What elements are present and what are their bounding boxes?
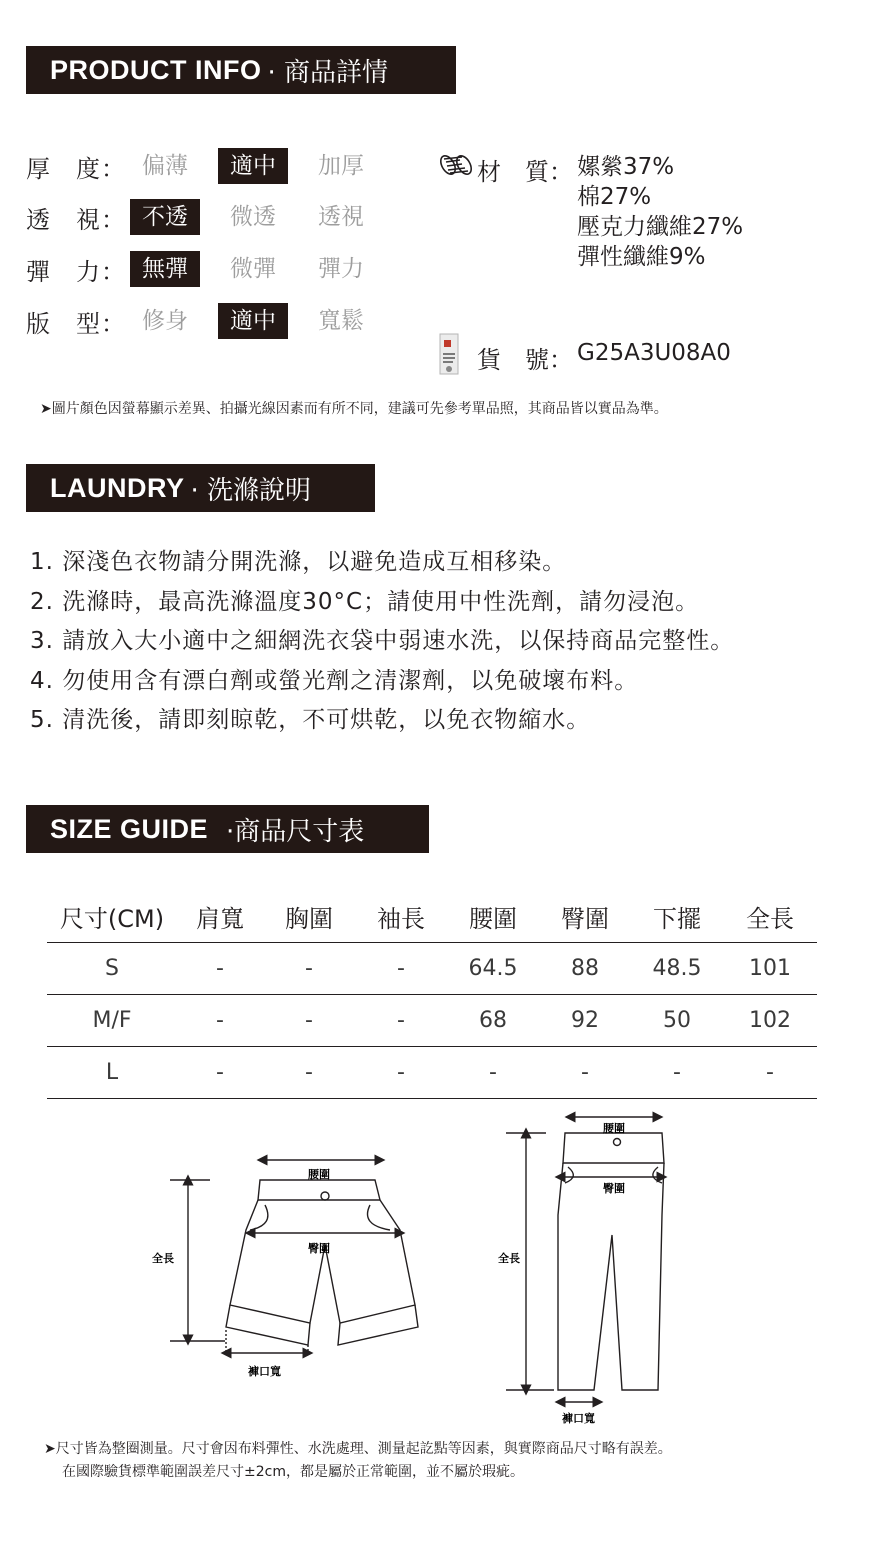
size-table-column-header: 腰圍 — [469, 904, 517, 933]
laundry-title-en: LAUNDRY — [50, 472, 185, 503]
pants-hip-label: 臀圍 — [603, 1182, 625, 1195]
size-table-cell: - — [397, 1060, 405, 1085]
size-note: ➤尺寸皆為整圈測量。尺寸會因布料彈性、水洗處理、測量起訖點等因素，與實際商品尺寸略有誤差。 — [44, 1441, 672, 1457]
pants-waist-label: 腰圍 — [603, 1122, 625, 1135]
product-info-title-zh: · 商品詳情 — [267, 57, 389, 88]
laundry-item: 2. 洗滌時，最高洗滌溫度30°C；請使用中性洗劑，請勿浸泡。 — [30, 589, 700, 615]
tag-icon — [437, 332, 461, 380]
size-table-cell: 88 — [571, 956, 599, 981]
attribute-label: 透 視： — [26, 205, 126, 234]
attribute-option: 加厚 — [318, 153, 364, 179]
item-no-value: G25A3U08A0 — [577, 340, 731, 366]
size-table-column-header: 袖長 — [377, 904, 425, 933]
size-table-cell: - — [216, 1008, 224, 1033]
size-table-cell: - — [489, 1060, 497, 1085]
laundry-item: 3. 請放入大小適中之細網洗衣袋中弱速水洗，以保持商品完整性。 — [30, 628, 735, 654]
attribute-row — [26, 301, 394, 341]
attribute-option: 微彈 — [230, 256, 276, 282]
size-table-column-header: 全長 — [746, 904, 794, 933]
attribute-label: 彈 力： — [26, 257, 126, 286]
size-table-cell: - — [216, 956, 224, 981]
shorts-waist-label: 腰圍 — [308, 1168, 330, 1181]
shorts-length-label: 全長 — [152, 1252, 174, 1265]
size-table-cell: - — [305, 1060, 313, 1085]
material-line: 壓克力纖維27% — [577, 214, 744, 240]
size-table-cell: 64.5 — [468, 956, 518, 981]
attribute-option-selected: 適中 — [218, 303, 288, 339]
laundry-item: 1. 深淺色衣物請分開洗滌，以避免造成互相移染。 — [30, 549, 567, 575]
size-table-column-header: 肩寬 — [196, 904, 244, 933]
size-table-cell: - — [581, 1060, 589, 1085]
attribute-option: 偏薄 — [142, 153, 188, 179]
attribute-row — [26, 197, 394, 237]
size-table-cell: - — [305, 956, 313, 981]
size-guide-title-en: SIZE GUIDE — [50, 813, 209, 844]
material-line: 嫘縈37% — [577, 154, 675, 180]
size-table-cell: - — [397, 1008, 405, 1033]
product-info-note: ➤圖片顏色因螢幕顯示差異、拍攝光線因素而有所不同，建議可先參考單品照，其商品皆以實品為準。 — [40, 401, 668, 417]
laundry-item: 4. 勿使用含有漂白劑或螢光劑之清潔劑，以免破壞布料。 — [30, 668, 639, 694]
size-table-cell: 48.5 — [652, 956, 702, 981]
attribute-row — [26, 249, 394, 289]
size-table-cell: 101 — [749, 956, 791, 981]
attribute-option: 透視 — [318, 204, 364, 230]
size-table-column-header: 臀圍 — [561, 904, 609, 933]
item-no-label: 貨 號： — [477, 346, 573, 374]
size-table — [47, 890, 817, 1099]
size-table-header — [47, 890, 817, 943]
size-table-cell: 68 — [479, 1008, 507, 1033]
product-info-header — [26, 46, 456, 94]
attribute-option: 微透 — [230, 204, 276, 230]
pants-hem-label: 褲口寬 — [562, 1412, 595, 1425]
size-table-cell: L — [105, 1060, 119, 1085]
size-table-column-header: 尺寸(CM) — [59, 904, 165, 933]
product-info-title-en: PRODUCT INFO — [50, 54, 262, 85]
size-table-cell: - — [673, 1060, 681, 1085]
attribute-row — [26, 146, 394, 186]
size-table-cell: S — [105, 956, 119, 981]
size-table-cell: - — [766, 1060, 774, 1085]
size-table-row — [47, 943, 817, 995]
shorts-hip-label: 臀圍 — [308, 1242, 330, 1255]
attribute-option: 寬鬆 — [318, 308, 364, 334]
size-table-cell: 102 — [749, 1008, 791, 1033]
size-table-cell: - — [305, 1008, 313, 1033]
laundry-header — [26, 464, 375, 512]
shorts-hem-label: 褲口寬 — [248, 1365, 281, 1378]
laundry-title-zh: · 洗滌說明 — [190, 475, 312, 506]
size-table-cell: - — [216, 1060, 224, 1085]
size-table-cell: M/F — [92, 1008, 132, 1033]
attribute-option-selected: 無彈 — [130, 251, 200, 287]
size-table-row — [47, 1047, 817, 1099]
pants-length-label: 全長 — [498, 1252, 520, 1265]
size-table-cell: - — [397, 956, 405, 981]
size-guide-header — [26, 805, 429, 853]
material-line: 彈性纖維9% — [577, 244, 706, 270]
attribute-option-selected: 不透 — [130, 199, 200, 235]
attribute-label: 厚 度： — [26, 154, 126, 183]
size-table-cell: 92 — [571, 1008, 599, 1033]
material-list — [577, 152, 743, 272]
material-line: 棉27% — [577, 184, 652, 210]
size-guide-title-zh: ·商品尺寸表 — [226, 816, 365, 847]
attribute-option-selected: 適中 — [218, 148, 288, 184]
attribute-label: 版 型： — [26, 309, 126, 338]
size-table-row — [47, 995, 817, 1047]
material-label: 材 質： — [477, 158, 573, 186]
size-note: 在國際驗貨標準範圍誤差尺寸±2cm，都是屬於正常範圍，並不屬於瑕疵。 — [62, 1464, 524, 1480]
material-icon — [438, 152, 474, 182]
size-table-cell: 50 — [663, 1008, 691, 1033]
laundry-item: 5. 清洗後，請即刻晾乾，不可烘乾，以免衣物縮水。 — [30, 707, 591, 733]
size-table-column-header: 下擺 — [653, 904, 701, 933]
attribute-option: 彈力 — [318, 256, 364, 282]
attribute-option: 修身 — [142, 308, 188, 334]
size-table-column-header: 胸圍 — [285, 904, 333, 933]
